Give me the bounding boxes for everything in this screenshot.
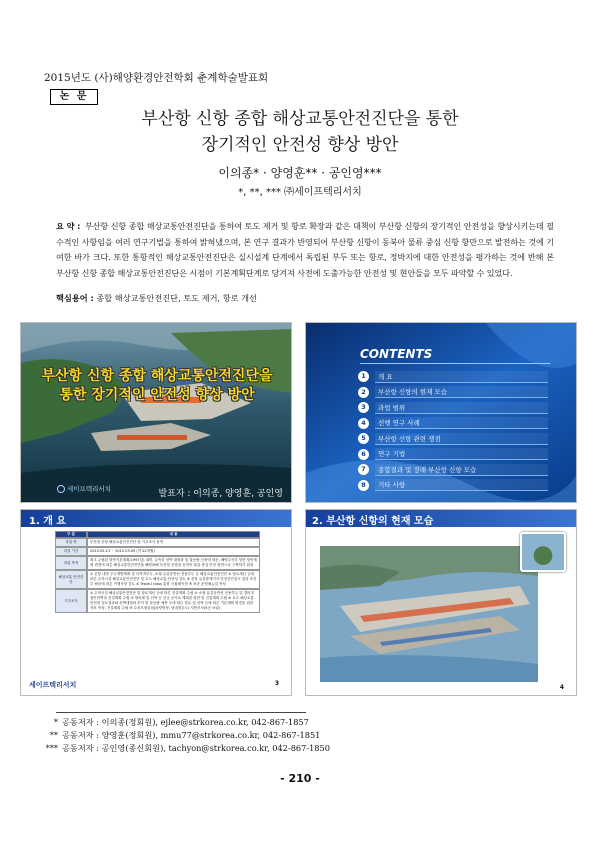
contents-underline (360, 363, 550, 364)
slide1-title-line-1: 부산항 신항 종합 해상교통안전진단을 (41, 368, 273, 384)
slide4-page-number: 4 (559, 684, 564, 691)
table-row (55, 556, 260, 570)
table-cell-content: 2013.05.13 ~ 2015.03.09 (약 22개월) (87, 547, 260, 556)
slide1-logo (57, 484, 111, 493)
table-row (55, 538, 260, 547)
contents-item (358, 400, 548, 416)
title-line-2: 장기적인 안전성 향상 방안 (201, 135, 399, 155)
photo-inset (520, 532, 566, 572)
slide4-heading: 2. 부산항 신항의 현재 모습 (312, 516, 434, 527)
slide-overview (20, 509, 292, 696)
contents-item-label: 기타 사항 (375, 479, 548, 491)
contents-item-number: 1 (358, 371, 369, 382)
slide3-header (21, 510, 292, 527)
slide-contents (305, 322, 577, 503)
logo-text: 세이프텍리서치 (67, 485, 111, 493)
abstract-text: 부산항 신항 종합 해상교통안전진단을 통하여 토도 제거 및 항로 확장과 같은 대책이 부산항 신항의 장기적인 안전성을 향상시키는데 필수적인 사항임을 여러 연구기법을 통하여 밝혀냈으며, 본 연구 결과가 반영되어 부산항 신항이 동북아 물류 중심 신항 항만으로 발전하는 것에 기여한 바가 크다. 또한 통항적인 해상교통안전진단은 실시설계 단계에서 독립된 부두 또는 항로, 정박지에 대한 안전성을 평가하는 것에 반해 본 부산항 신항 종합 해상교통안전진단은 시점이 기본계획단계로 당겨져 사전에 도출가능한 안전성 및 현안들을 모두 파악할 수 있었다. (56, 221, 554, 278)
abstract (56, 219, 554, 281)
contents-item (358, 478, 548, 494)
table-cell-category: 과업 기간 (55, 547, 87, 556)
contents-list (358, 369, 548, 493)
aerial-port-render (21, 323, 292, 503)
contents-item-label: 종합결과 및 장래 부산항 신항 모습 (375, 464, 548, 476)
slide3-logo-text: 세이프텍리서치 (29, 681, 77, 689)
table-body (55, 538, 260, 613)
contents-item-label: 개 요 (375, 371, 548, 383)
slide-title (20, 322, 292, 503)
keywords (56, 293, 554, 304)
contents-item (358, 369, 548, 385)
slide3-page-number: 3 (274, 680, 279, 687)
footnote-divider (56, 712, 306, 713)
keywords-text: 종합 해상교통안전진단, 토도 제거, 항로 개선 (96, 293, 257, 303)
footnote-text: 공동저자 : 양영훈(정회원), mmu77@strkorea.co.kr, 042-867-1851 (62, 729, 321, 740)
table-cell-content: 최초 수립된 항만기본계획(1997년) 대비, 급속한 선박 대형화 및 물동량 신장에 대응. 해양수산부 항만 항만계획 변경에 따른 해상교통안전진단을 해양화해 부산항 신항을 동북아 물류 중심 안전 항만으로 구축하기 위함 (87, 556, 260, 570)
contents-item (358, 462, 548, 478)
contents-item-number: 8 (358, 480, 369, 491)
slide-current-view (305, 509, 577, 696)
abstract-label: 요 약 : (56, 221, 81, 231)
table-cell-category: 기초조사 (55, 589, 87, 613)
table-cell-content: ① 수역시설 해상교통안전진단 및 항로개선 등에 따른 건설계획 수립 ② 소형 유류운반선 전용부두 및 경비정 접안안벽과 건설계획 수립 ③ 방파제 및 선박 등 신규 공사로 계획된 항만 및 건설계획 수립 ④ 토도 해상교통 안전성 검토결과와 선박대형화 추이 및 물동량 예측 등에 따른 항로 및 선박 등에 따른 기본계획 변경을 위한 자료 작성, 건설계획 수립 ⑤ 수치모형실험(파랑변형, 항내정온도) 지반조사(5곳 보링) (87, 589, 260, 613)
keywords-label: 핵심용어 : (56, 293, 94, 303)
footnote (40, 716, 560, 729)
slide1-title-banner (21, 367, 292, 405)
slide3-logo (29, 680, 76, 690)
footnotes (40, 716, 560, 754)
footnote (40, 729, 560, 742)
contents-item (358, 416, 548, 432)
contents-item-number: 2 (358, 387, 369, 398)
contents-item (358, 431, 548, 447)
table-row (55, 589, 260, 613)
contents-item-number: 3 (358, 402, 369, 413)
table-cell-content: 부산항 신항 해상교통안전진단 및 기초조사 용역 (87, 538, 260, 547)
title-line-1: 부산항 신항 종합 해상교통안전진단을 통한 (141, 109, 459, 129)
page-number: - 210 - (280, 772, 320, 785)
contents-item-number: 4 (358, 418, 369, 429)
table-col-category: 구 분 (55, 531, 87, 538)
paper-type-tag: 논 문 (50, 89, 98, 105)
contents-item-number: 6 (358, 449, 369, 460)
aerial-port-photo (320, 546, 538, 682)
footnote-mark: ** (49, 729, 58, 740)
overview-table (55, 531, 260, 613)
footnote-text: 공동저자 : 공인영(종신회원), tachyon@strkorea.co.kr, 042-867-1850 (62, 742, 330, 753)
table-col-content: 내 용 (87, 531, 260, 538)
contents-item-number: 7 (358, 464, 369, 475)
slide4-header (306, 510, 577, 527)
contents-item (358, 447, 548, 463)
footnote (40, 742, 560, 755)
table-cell-category: 과업 목적 (55, 556, 87, 570)
footnote-mark: *** (45, 742, 58, 753)
authors: 이의종* · 양영훈** · 공인영*** (218, 166, 382, 180)
affiliation: *, **, *** ㈜세이프텍리서치 (238, 187, 362, 198)
contents-item-label: 부산항 신항의 현재 모습 (375, 386, 548, 398)
table-cell-content: ① 신항 내만 부두개발계획 및 다목적부두, 소형 유류운반선 전용부두 등 해상교통안전진단 ② 항로계산 등에 따른 수역시설 해상교통안전진단 및 토도 해상교통 안전성 검토 ③ 신항 유류중계기지 안전진단실시 결과 조건부 협의에 따른 이행사항 검토 ④ Triple-I class 통항 시뮬레이션 ⑤ 표준 운영매뉴얼 작성 (87, 570, 260, 589)
table-row (55, 547, 260, 556)
contents-heading: CONTENTS (360, 347, 433, 361)
table-cell-category: 과업 명 (55, 538, 87, 547)
contents-item (358, 385, 548, 401)
contents-item-label: 과업 범위 (375, 402, 548, 414)
footnote-mark: * (53, 717, 58, 727)
contents-item-label: 부산항 신항 관련 쟁점 (375, 433, 548, 445)
logo-icon (57, 485, 65, 493)
contents-item-label: 선행 연구 사례 (375, 417, 548, 429)
table-row (55, 570, 260, 589)
contents-item-label: 연구 기법 (375, 448, 548, 460)
table-header (55, 531, 260, 538)
paper-title (0, 106, 600, 158)
conference-name: 2015년도 (사)해양환경안전학회 춘계학술발표회 (44, 72, 269, 84)
slide1-title-line-2: 통한 장기적인 안전성 향상 방안 (59, 387, 255, 403)
contents-item-number: 5 (358, 433, 369, 444)
slide1-presenter: 발표자 : 이의종, 양영훈, 공인영 (158, 489, 283, 499)
footnote-text: 공동저자 : 이의종(정회원), ejlee@strkorea.co.kr, 042-867-1857 (62, 717, 309, 727)
slide3-heading: 1. 개 요 (29, 516, 67, 527)
table-cell-category: 해상교통 안전진단 (55, 570, 87, 589)
